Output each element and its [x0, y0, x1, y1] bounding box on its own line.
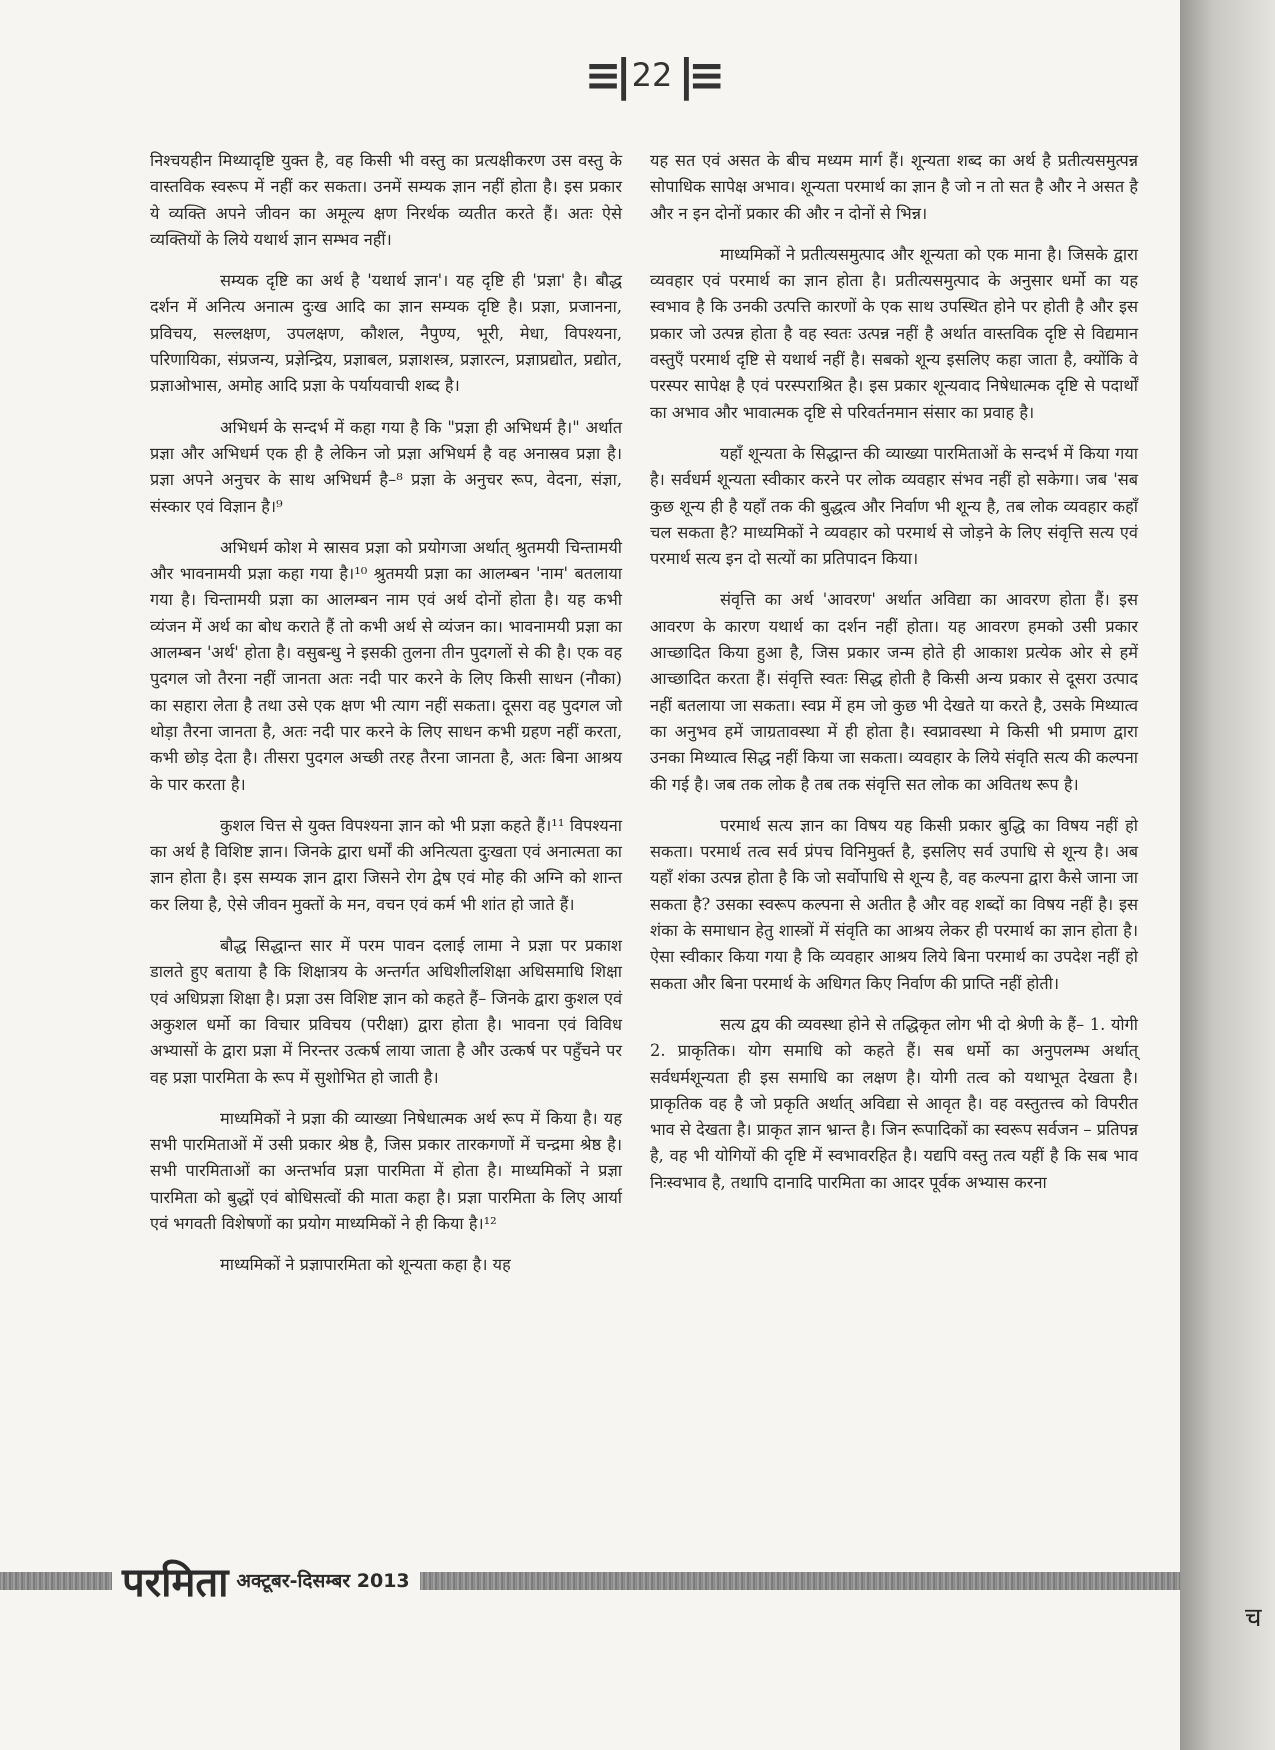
paragraph: यहाँ शून्यता के सिद्धान्त की व्याख्या पारमिताओं के सन्दर्भ में किया गया है। सर्वधर्म शून्यता स्वीकार करने पर लोक व्यवहार संभव नहीं हो सकेगा। जब 'सब कुछ शून्य ही है यहाँ तक की बुद्धत्व और निर्वाण भी शून्य है, तब लोक व्यवहार कहाँ चल सकता है? माध्यमिकों ने व्यवहार को परमार्थ से जोड़ने के लिए संवृत्ति सत्य एवं परमार्थ सत्य इन दो सत्यों का प्रतिपादन किया। — [650, 443, 1138, 569]
paragraph: संवृत्ति का अर्थ 'आवरण' अर्थात अविद्या का आवरण होता हैं। इस आवरण के कारण यथार्थ का दर्शन नहीं होता। यह आवरण हमको उसी प्रकार आच्छादित किया हुआ है, जिस प्रकार जन्म होते ही आकाश प्रत्येक ओर से हमें आच्छादित करता हैं। संवृत्ति स्वतः सिद्ध होती है किसी अन्य प्रकार से दूसरा उत्पाद नहीं बतलाया जा सकता। स्वप्न में हम जो कुछ भी देखते या करते है, उसके मिथ्यात्व का अनुभव हमें जाग्रतावस्था में ही होता है। स्वप्नावस्था मे किसी भी प्रमाण द्वारा उनका मिथ्यात्व सिद्ध नहीं किया जा सकता। व्यवहार के लिये संवृति सत्य की कल्पना की गई है। जब तक लोक है तब तक संवृत्ति सत लोक का अवितथ रूप है। — [650, 590, 1138, 794]
paragraph: माध्यमिकों ने प्रतीत्यसमुत्पाद और शून्यता को एक माना है। जिसके द्वारा व्यवहार एवं परमार्थ का ज्ञान होता है। प्रतीत्यसमुत्पाद के अनुसार धर्मो का यह स्वभाव है कि उनकी उत्पत्ति कारणों के एक साथ उपस्थित होने पर होती है और इस प्रकार जो उत्पन्न होता है वह स्वतः उत्पन्न नहीं है अर्थात वास्तविक दृष्टि से विद्यमान वस्तुएँ परमार्थ दृष्टि से यथार्थ नहीं है। सबको शून्य इसलिए कहा जाता है, क्योंकि वे परस्पर सापेक्ष है एवं परस्पराश्रित है। इस प्रकार शून्यवाद निषेधात्मक दृष्टि से पदार्थों का अभाव और भावात्मक दृष्टि से परिवर्तनमान संसार का प्रवाह है। — [650, 244, 1138, 422]
issue-date: अक्टूबर-दिसम्बर 2013 — [236, 1570, 410, 1592]
paragraph: कुशल चित्त से युक्त विपश्यना ज्ञान को भी प्रज्ञा कहते हैं।¹¹ विपश्यना का अर्थ है विशिष्ट ज्ञान। जिनके द्वारा धर्मों की अनित्यता दुःखता एवं अनात्मता का ज्ञान होता है। इस सम्यक ज्ञान द्वारा जिसने रोग द्वेष एवं मोह की अग्नि को शान्त कर लिया है, ऐसे जीवन मुक्तों के मन, वचन एवं कर्म भी शांत हो जाते हैं। — [150, 815, 622, 914]
paragraph: सम्यक दृष्टि का अर्थ है 'यथार्थ ज्ञान'। यह दृष्टि ही 'प्रज्ञा' है। बौद्ध दर्शन में अनित्य अनात्म दुःख आदि का ज्ञान सम्यक दृष्टि है। प्रज्ञा, प्रजानना, प्रविचय, सल्लक्षण, उपलक्षण, कौशल, नैपुण्य, भूरी, मेधा, विपश्यना, परिणायिका, संप्रजन्य, प्रज्ञेन्द्रिय, प्रज्ञाबल, प्रज्ञाशस्त्र, प्रज्ञारत्न, प्रज्ञाप्रद्योत, प्रद्योत, प्रज्ञाओभास, अमोह आदि प्रज्ञा के पर्यायवाची शब्द है। — [150, 271, 622, 396]
paragraph: माध्यमिकों ने प्रज्ञा की व्याख्या निषेधात्मक अर्थ रूप में किया है। यह सभी पारमिताओं में उसी प्रकार श्रेष्ठ है, जिस प्रकार तारकगणों में चन्द्रमा श्रेष्ठ है। सभी पारमिताओं का अन्तर्भाव प्रज्ञा पारमिता में होता है। माध्यमिकों ने प्रज्ञा पारमिता को बुद्धों एवं बोधिसत्वों की माता कहा है। प्रज्ञा पारमिता के लिए आर्या एवं भगवती विशेषणों का प्रयोग माध्यमिकों ने ही किया है।¹² — [150, 1108, 622, 1233]
footer-label — [112, 1550, 420, 1610]
header-ornament-left: ≡| — [584, 49, 626, 101]
paragraph: बौद्ध सिद्धान्त सार में परम पावन दलाई लामा ने प्रज्ञा पर प्रकाश डालते हुए बताया है कि शिक्षात्रय के अन्तर्गत अधिशीलशिक्षा अधिसमाधि शिक्षा एवं अधिप्रज्ञा शिक्षा है। प्रज्ञा उस विशिष्ट ज्ञान को कहते हैं– जिनके द्वारा कुशल एवं अकुशल धर्मो का विचार प्रविचय (परीक्षा) द्वारा होता है। भावना एवं विविध अभ्यासों के द्वारा प्रज्ञा में निरन्तर उत्कर्ष लाया जाता है और उत्कर्ष पर पहुँचने पर वह प्रज्ञा पारमिता के रूप में सुशोभित हो जाती है। — [150, 936, 622, 1087]
header-ornament-right: |≡ — [678, 49, 720, 101]
journal-logo: परमिता — [122, 1559, 229, 1606]
left-column — [150, 148, 622, 1294]
paragraph: परमार्थ सत्य ज्ञान का विषय यह किसी प्रकार बुद्धि का विषय नहीं हो सकता। परमार्थ तत्व सर्व प्रंपच विनिमुर्क्त है, इसलिए सर्व उपाधि से शून्य है। अब यहाँ शंका उत्पन्न होता है कि जो सर्वोपाधि से शून्य है, वह कल्पना द्वारा कैसे जाना जा सकता है? उसका स्वरूप कल्पना से अतीत है और वह शब्दों का विषय नहीं है। इस शंका के समाधान हेतु शास्त्रों में संवृति का आश्रय लेकर ही परमार्थ का ज्ञान होता है। ऐसा स्वीकार किया गया है कि व्यवहार आश्रय लिये बिना परमार्थ का उपदेश नहीं हो सकता और बिना परमार्थ के अधिगत किए निर्वाण की प्राप्ति नहीं होती। — [650, 815, 1138, 993]
paragraph: माध्यमिकों ने प्रज्ञापारमिता को शून्यता कहा है। यह — [220, 1255, 511, 1275]
right-column — [650, 148, 1138, 1211]
paragraph: सत्य द्वय की व्यवस्था होने से तद्धिकृत लोग भी दो श्रेणी के हैं– 1. योगी 2. प्राकृतिक। योग समाधि को कहते हैं। सब धर्मो का अनुपलम्भ अर्थात् सर्वधर्मशून्यता ही इस समाधि का लक्षण है। योगी तत्व को यथाभूत देखता है। प्राकृतिक वह है जो प्रकृति अर्थात् अविद्या से आवृत है। वह वस्तुतत्त्व को विपरीत भाव से देखता है। प्राकृत ज्ञान भ्रान्त है। जिन रूपादिकों का स्वरूप सर्वजन – प्रतिपन्न है, वह भी योगियों की दृष्टि में स्वभावरहित है। यद्यपि वस्तु तत्व यहीं है कि सब भाव निःस्वभाव है, तथापि दानादि पारमिता का आदर पूर्वक अभ्यास करना — [650, 1014, 1138, 1192]
paragraph: अभिधर्म कोश मे स्रासव प्रज्ञा को प्रयोगजा अर्थात् श्रुतमयी चिन्तामयी और भावनामयी प्रज्ञा कहा गया है।¹⁰ श्रुतमयी प्रज्ञा का आलम्बन 'नाम' बतलाया गया है। चिन्तामयी प्रज्ञा का आलम्बन नाम एवं अर्थ दोनों होता है। यह कभी व्यंजन में अर्थ का बोध कराते हैं तो कभी अर्थ से व्यंजन का। भावनामयी प्रज्ञा का आलम्बन 'अर्थ' होता है। वसुबन्धु ने इसकी तुलना तीन पुदगलों से की है। एक वह पुदगल जो तैरना नहीं जानता अतः नदी पार करने के लिए किसी साधन (नौका) का सहारा लेता है तथा उसे एक क्षण भी त्याग नहीं सकता। दूसरा वह पुदगल जो थोड़ा तैरना जानता है, अतः नदी पार करने के लिए साधन कभी ग्रहण नहीं करता, कभी छोड़ देता है। तीसरा पुदगल अच्छी तरह तैरना जानता है, अतः बिना आश्रय के पार करता है। — [150, 537, 622, 794]
paragraph: निश्चयहीन मिथ्यादृष्टि युक्त है, वह किसी भी वस्तु का प्रत्यक्षीकरण उस वस्तु के वास्तविक स्वरूप में नहीं कर सकता। उनमें सम्यक ज्ञान नहीं होता है। इस प्रकार ये व्यक्ति अपने जीवन का अमूल्य क्षण निरर्थक व्यतीत करते हैं। अतः ऐसे व्यक्तियों के लिये यथार्थ ज्ञान सम्भव नहीं। — [150, 151, 622, 249]
next-page-edge — [1180, 0, 1275, 1750]
page-number: 22 — [631, 56, 673, 94]
page-footer — [0, 1550, 1275, 1610]
edge-mark: च — [1245, 1603, 1262, 1633]
paragraph: यह सत एवं असत के बीच मध्यम मार्ग हैं। शून्यता शब्द का अर्थ है प्रतीत्यसमुत्पन्न सोपाधिक सापेक्ष अभाव। शून्यता परमार्थ का ज्ञान है जो न तो सत है और ने असत है और न इन दोनों प्रकार की और न दोनों से भिन्न। — [650, 151, 1138, 223]
page-number-header — [572, 40, 732, 110]
paragraph: अभिधर्म के सन्दर्भ में कहा गया है कि "प्रज्ञा ही अभिधर्म है।" अर्थात प्रज्ञा और अभिधर्म एक ही है लेकिन जो प्रज्ञा अभिधर्म है वह अनास्रव प्रज्ञा है। प्रज्ञा अपने अनुचर के साथ अभिधर्म है–⁸ प्रज्ञा के अनुचर रूप, वेदना, संज्ञा, संस्कार एवं विज्ञान है।⁹ — [150, 417, 622, 516]
